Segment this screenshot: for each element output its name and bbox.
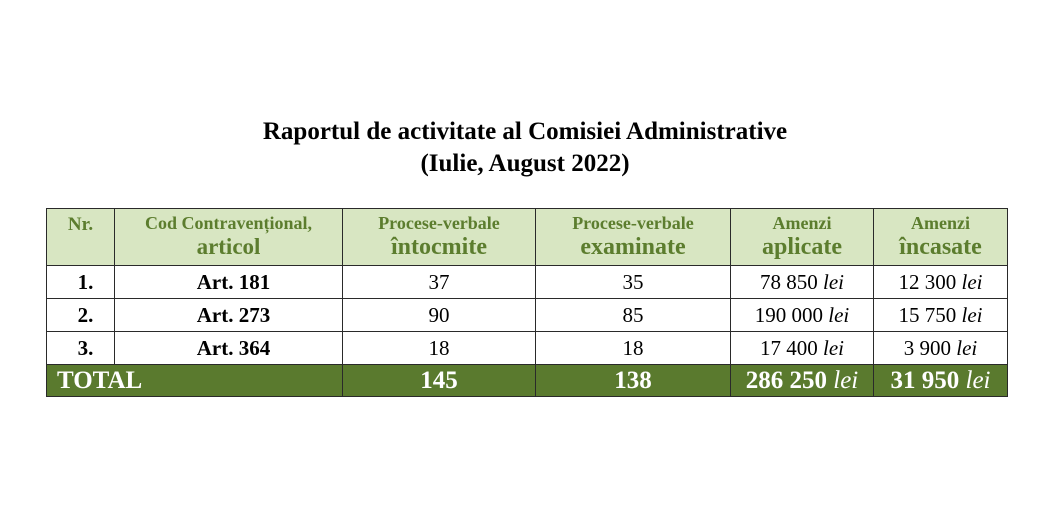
- table-row: [47, 332, 1008, 365]
- row-articol: Art. 364: [115, 332, 343, 365]
- row-aplicate: 78 850 lei: [731, 266, 874, 299]
- header-pv-examinate: Procese-verbale examinate: [536, 209, 731, 266]
- total-aplicate: 286 250 lei: [731, 365, 874, 397]
- row-nr: 2.: [47, 299, 115, 332]
- report-title: [0, 116, 1050, 180]
- row-intocmite: 18: [343, 332, 536, 365]
- row-aplicate: 17 400 lei: [731, 332, 874, 365]
- row-incasate: 12 300 lei: [874, 266, 1008, 299]
- total-examinate: 138: [536, 365, 731, 397]
- header-row: [47, 209, 1008, 266]
- table-row: [47, 266, 1008, 299]
- total-intocmite: 145: [343, 365, 536, 397]
- total-row: [47, 365, 1008, 397]
- total-label: TOTAL: [47, 365, 343, 397]
- row-nr: 3.: [47, 332, 115, 365]
- row-articol: Art. 273: [115, 299, 343, 332]
- header-nr: Nr.: [47, 209, 115, 266]
- row-examinate: 85: [536, 299, 731, 332]
- header-cod: Cod Contravențional, articol: [115, 209, 343, 266]
- header-amenzi-aplicate: Amenzi aplicate: [731, 209, 874, 266]
- activity-table: [46, 208, 1008, 397]
- row-articol: Art. 181: [115, 266, 343, 299]
- table-row: [47, 299, 1008, 332]
- row-intocmite: 90: [343, 299, 536, 332]
- report-title-line2: (Iulie, August 2022): [420, 150, 630, 177]
- row-incasate: 15 750 lei: [874, 299, 1008, 332]
- row-aplicate: 190 000 lei: [731, 299, 874, 332]
- row-nr: 1.: [47, 266, 115, 299]
- row-intocmite: 37: [343, 266, 536, 299]
- header-amenzi-incasate: Amenzi încasate: [874, 209, 1008, 266]
- header-pv-intocmite: Procese-verbale întocmite: [343, 209, 536, 266]
- row-incasate: 3 900 lei: [874, 332, 1008, 365]
- row-examinate: 35: [536, 266, 731, 299]
- report-title-line1: Raportul de activitate al Comisiei Administrative: [262, 118, 788, 145]
- total-incasate: 31 950 lei: [874, 365, 1008, 397]
- row-examinate: 18: [536, 332, 731, 365]
